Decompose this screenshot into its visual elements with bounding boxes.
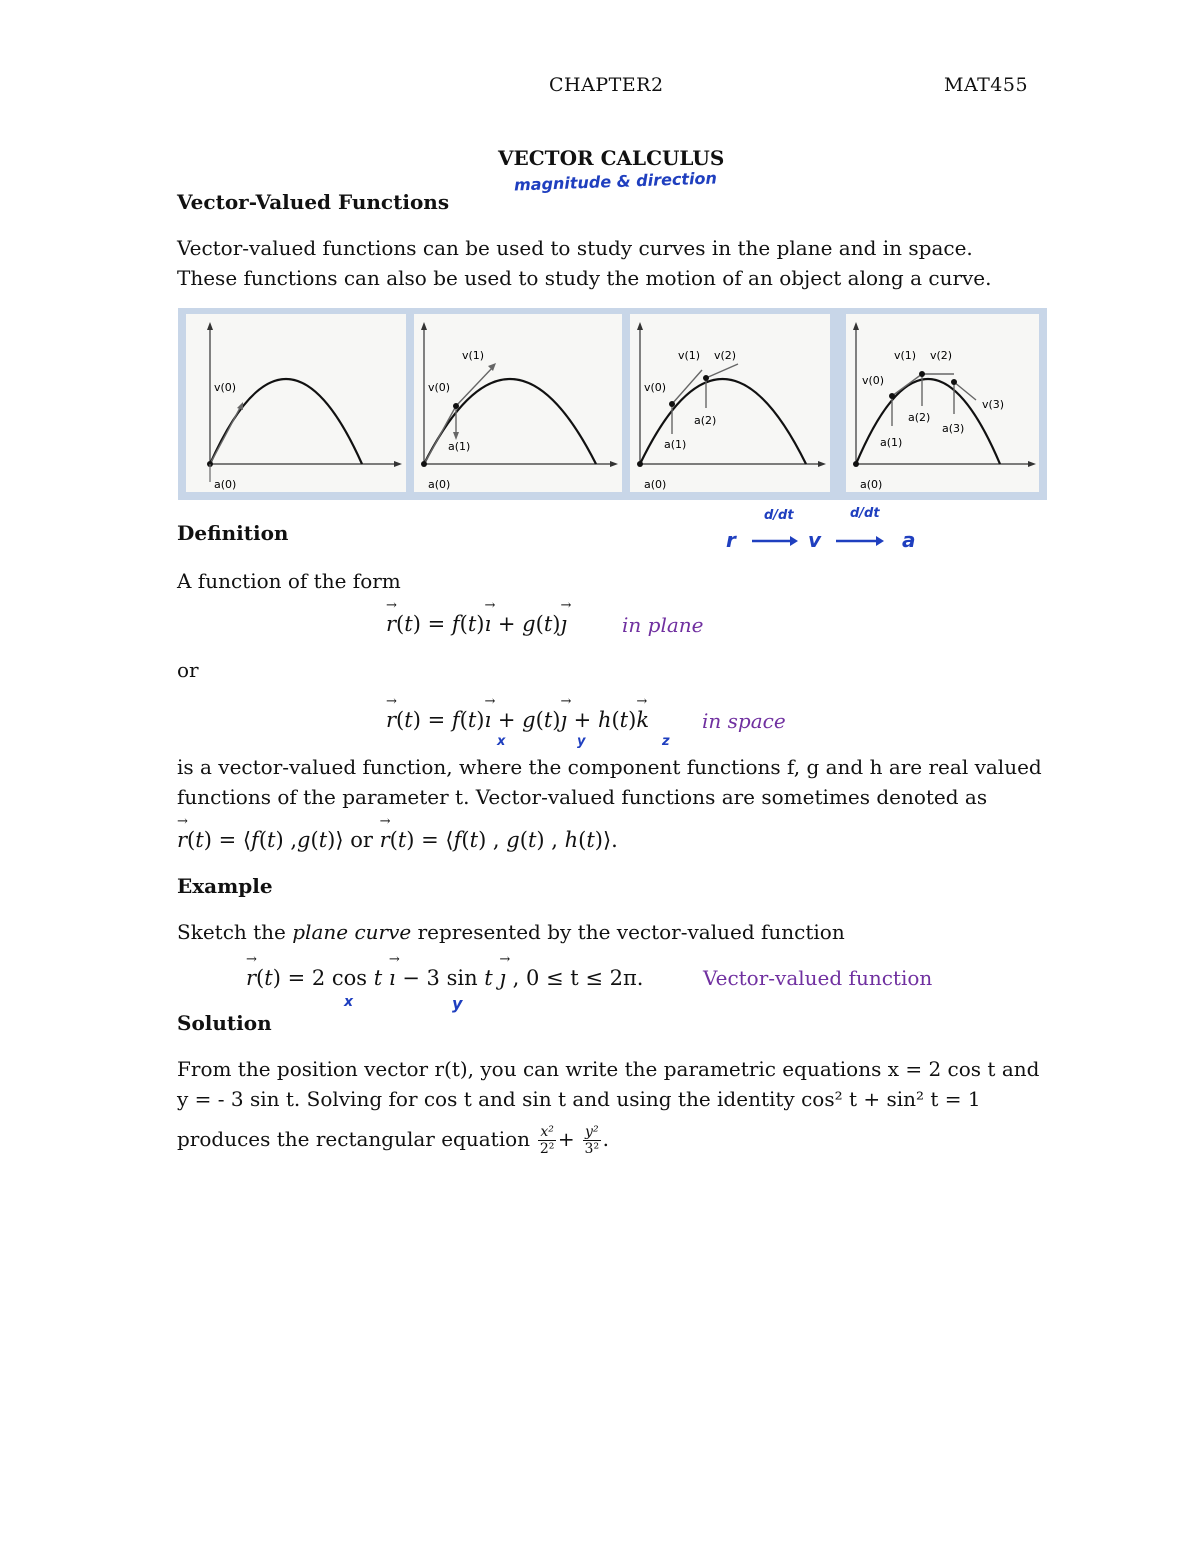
projectile-diagram-2 [414, 314, 622, 492]
label-a0: a(0) [860, 478, 883, 491]
handwritten-magnitude-direction: magnitude & direction [513, 168, 718, 195]
label-v0: v(0) [862, 374, 885, 387]
label-v2: v(2) [930, 349, 953, 362]
solution-line-3: produces the rectangular equation $\frac{\text{x²}}{\text{2²}}$ + $\frac{\text{y²}}{\text{3²}}$ . [177, 1124, 609, 1157]
figure-panel-2 [414, 314, 622, 492]
solution-line-1: From the position vector r(t), you can write the parametric equations x = 2 cos t and [177, 1057, 1040, 1081]
example-range: 0 ≤ t ≤ 2π. [525, 966, 644, 990]
handwritten-arrow-2 [834, 534, 886, 548]
intro-paragraph: Vector-valued functions can be used to study curves in the plane and in space. These functions can also be used to study the motion of an object along a curve. [177, 236, 992, 290]
figure-panel-1 [186, 314, 406, 492]
handwritten-x-under-cos: x [344, 994, 354, 1010]
label-v0: v(0) [428, 381, 451, 394]
label-v1: v(1) [462, 349, 485, 362]
label-in-space: in space [702, 709, 786, 733]
example-equation: → r(t) = 2 cos t → ı − 3 sin t → ȷ , 0 ≤ t ≤ 2π. [246, 966, 643, 990]
equation-plane: → r(t) = f(t)→ ı + g(t)→ ȷ [386, 612, 567, 636]
handwritten-y-under-g: y [577, 734, 586, 749]
handwritten-a: a [902, 528, 916, 552]
solution-line-3-text: produces the rectangular equation [177, 1127, 531, 1151]
label-in-plane: in plane [622, 613, 704, 637]
label-a1: a(1) [664, 438, 687, 451]
handwritten-ddt-2: d/dt [850, 506, 880, 521]
definition-heading: Definition [177, 521, 289, 545]
handwritten-z-under-h: z [662, 734, 670, 749]
label-a0: a(0) [214, 478, 237, 491]
notation-line: → r(t) = ⟨f(t) ,g(t)⟩ or → r(t) = ⟨f(t) , g(t) , h(t)⟩. [177, 828, 618, 852]
example-prompt [177, 917, 1037, 947]
solution-heading: Solution [177, 1011, 272, 1035]
handwritten-r-v-a-chain [726, 528, 926, 556]
fraction-y: $\frac{\text{y²}}{\text{3²}}$ [584, 1124, 600, 1157]
label-v0: v(0) [644, 381, 667, 394]
projectile-diagram-4 [846, 314, 1039, 492]
example-prompt-end: represented by the vector-valued function [411, 920, 845, 944]
figure-panel-4 [846, 314, 1039, 492]
motion-figure [178, 308, 1047, 500]
notation-or: or [350, 828, 373, 852]
equation-space: → r(t) = f(t)→ ı + g(t)→ ȷ + h(t)→ k [386, 708, 649, 732]
handwritten-arrow-1 [750, 534, 800, 548]
definition-paragraph: is a vector-valued function, where the component functions f, g and h are real valued functions of the parameter t. Vector-valued functions are sometimes denoted as [177, 755, 1042, 809]
page-title: VECTOR CALCULUS [498, 146, 725, 170]
label-v1: v(1) [678, 349, 701, 362]
label-v3: v(3) [982, 398, 1005, 411]
handwritten-y-under-sin: y [452, 994, 463, 1013]
chapter-label: CHAPTER2 [549, 74, 664, 96]
label-a2: a(2) [908, 411, 931, 424]
label-a0: a(0) [428, 478, 451, 491]
handwritten-r: r [726, 528, 736, 552]
label-a1: a(1) [448, 440, 471, 453]
or-text: or [177, 658, 199, 682]
handwritten-v: v [808, 528, 822, 552]
handwritten-ddt-1: d/dt [764, 508, 794, 523]
fraction-x: $\frac{\text{x²}}{\text{2²}}$ [539, 1124, 555, 1157]
example-prompt-italic: plane curve [292, 920, 412, 944]
example-prompt-start: Sketch the [177, 920, 293, 944]
definition-intro: A function of the form [177, 569, 401, 593]
label-v1: v(1) [894, 349, 917, 362]
section-heading-vector-valued-functions: Vector-Valued Functions [177, 190, 450, 214]
label-a3: a(3) [942, 422, 965, 435]
projectile-diagram-1 [186, 314, 406, 492]
label-a1: a(1) [880, 436, 903, 449]
label-v0: v(0) [214, 381, 237, 394]
label-v2: v(2) [714, 349, 737, 362]
handwritten-x-under-f: x [497, 734, 506, 749]
course-code: MAT455 [944, 74, 1029, 96]
example-heading: Example [177, 874, 273, 898]
label-a0: a(0) [644, 478, 667, 491]
label-a2: a(2) [694, 414, 717, 427]
projectile-diagram-3 [630, 314, 830, 492]
solution-line-2: y = - 3 sin t. Solving for cos t and sin t and using the identity cos² t + sin² t = 1 [177, 1087, 981, 1111]
example-label: Vector-valued function [703, 966, 933, 990]
figure-panel-3 [630, 314, 830, 492]
